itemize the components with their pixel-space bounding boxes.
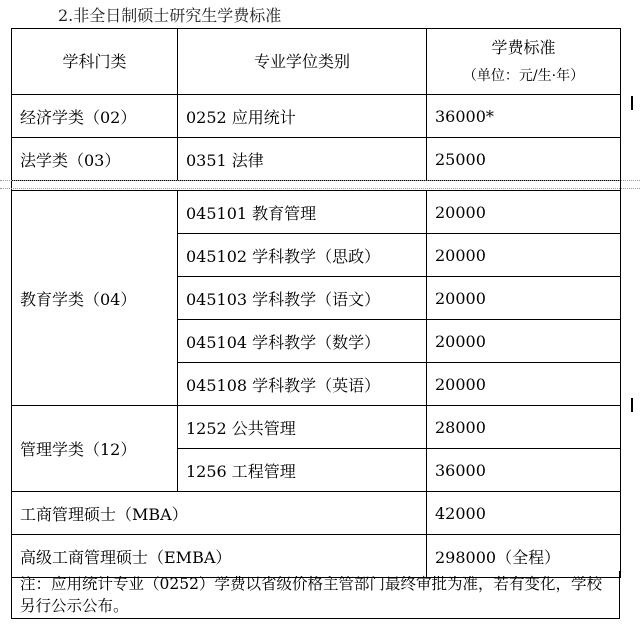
fee-cell: 298000（全程） [427, 535, 621, 578]
table-row [12, 138, 621, 181]
program-cell: 045101 教育管理 [178, 191, 427, 234]
program-cell: 045104 学科教学（数学） [178, 320, 427, 363]
header-program: 专业学位类别 [178, 29, 427, 95]
fee-cell: 36000 [427, 449, 621, 492]
fee-cell: 42000 [427, 492, 621, 535]
tuition-table [11, 28, 621, 578]
fee-cell: 20000 [427, 277, 621, 320]
program-cell: 1256 工程管理 [178, 449, 427, 492]
table-row [12, 95, 621, 138]
fee-cell: 25000 [427, 138, 621, 181]
program-cell: 045103 学科教学（语文） [178, 277, 427, 320]
fee-cell: 36000* [427, 95, 621, 138]
table-row [12, 492, 621, 535]
header-fee-unit: （单位：元/生·年） [462, 67, 585, 84]
table-row [12, 406, 621, 449]
header-fee-title: 学费标准 [491, 37, 556, 57]
fee-cell: 20000 [427, 320, 621, 363]
category-cell: 工商管理硕士（MBA） [12, 492, 427, 535]
program-cell: 045108 学科教学（英语） [178, 363, 427, 406]
category-cell: 管理学类（12） [12, 406, 178, 492]
fee-cell: 20000 [427, 191, 621, 234]
fee-cell: 28000 [427, 406, 621, 449]
category-cell: 法学类（03） [12, 138, 178, 181]
fee-cell: 20000 [427, 363, 621, 406]
category-cell: 教育学类（04） [12, 191, 178, 406]
header-fee [427, 29, 621, 95]
category-cell: 高级工商管理硕士（EMBA） [12, 535, 427, 578]
section-heading: 2.非全日制硕士研究生学费标准 [58, 6, 282, 25]
category-cell: 经济学类（02） [12, 95, 178, 138]
program-cell: 1252 公共管理 [178, 406, 427, 449]
program-cell: 0252 应用统计 [178, 95, 427, 138]
program-cell: 045102 学科教学（思政） [178, 234, 427, 277]
page-break-gap [12, 181, 621, 191]
page-break-line [0, 188, 640, 189]
text-cursor-mark [631, 398, 633, 412]
table-row [12, 191, 621, 234]
footnote: 注：应用统计专业（0252）学费以省级价格主管部门最终审批为准，若有变化，学校另行公示公布。 [11, 571, 620, 619]
text-cursor-mark [631, 96, 633, 110]
table-header-row [12, 29, 621, 95]
header-category: 学科门类 [12, 29, 178, 95]
program-cell: 0351 法律 [178, 138, 427, 181]
page-break-line [0, 180, 640, 181]
fee-cell: 20000 [427, 234, 621, 277]
